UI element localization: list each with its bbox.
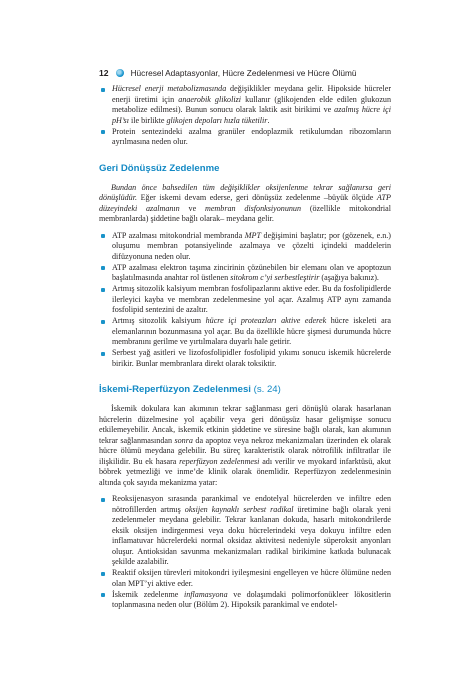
section-heading-reperfusion (99, 384, 391, 395)
section-title: İskemi-Reperfüzyon Zedelenmesi (99, 384, 251, 395)
running-header (99, 68, 391, 78)
list-item: Hücresel enerji metabolizmasında değişiklikler meydana gelir. Hipokside hücreler enerji üretimi için anaerobik glikolizi kullanır (glikojenden elde edilen glukozun metabolize edilmesi). Bunun sonucu olarak laktik asit birikimi ve azalmış hücre içi pH’sı ile birlikte glikojen depoları hızla tüketilir. (99, 84, 391, 126)
list-item: Reoksijenasyon sırasında parankimal ve endotelyal hücrelerden ve infiltre eden nötrofillerden artmış oksijen kaynaklı serbest radikal üretimine bağlı olarak yeni zedelenmeler meydana gelebilir. Tekrar kanlanan dokuda, hasarlı mitokondrilerde eksik oksijen indirgenmesi veya doku hücrelerindeki veya dokuyu infiltre eden inflamatuvar hücrelerdeki normal oksidaz aktivitesi nedeniyle süperoksit anyonları oluşur. Antioksidan savunma mekanizmaları radikal birikimine katkıda bulunacak şekilde azalabilir. (99, 494, 391, 568)
paragraph: Bundan önce bahsedilen tüm değişiklikler oksijenlenme tekrar sağlanırsa geri dönüşlüdür. Eğer iskemi devam ederse, geri dönüşsüz zedelenme –büyük ölçüde ATP düzeyindeki azalmanın ve membran disfonksiyonunun (özellikle mitokondrial membranlarda) şiddetine bağlı olarak– meydana gelir. (99, 182, 391, 223)
list-item: ATP azalması elektron taşıma zincirinin çözünebilen bir elemanı olan ve apoptozun başlatılmasında anahtar rol üstlenen sitokrom c’yi serbestleştirir (aşağıya bakınız). (99, 263, 391, 284)
bullet-list-3 (99, 494, 391, 611)
list-item: Artmış sitozolik kalsiyum membran fosfolipazlarını aktive eder. Bu da fosfolipidlerde ilerleyici kayba ve membran zedelenmesine yol açar. Azalmış ATP aynı zamanda fosfolipid sentezini de azaltır. (99, 284, 391, 316)
section-title: Geri Dönüşsüz Zedelenme (99, 162, 220, 174)
list-item: ATP azalması mitokondrial membranda MPT değişimini başlatır; por (gözenek, e.n.) oluşumu membran potansiyelinde azalmaya ve çözelti içindeki maddelerin difüzyonuna neden olur. (99, 231, 391, 263)
list-item: Reaktif oksijen türevleri mitokondri iyileşmesini engelleyen ve hücre ölümüne neden olan MPT’yi aktive eder. (99, 568, 391, 589)
list-item: Serbest yağ asitleri ve lizofosfolipidler fosfolipid yıkımı sonucu iskemik hücrelerde birikir. Bunlar membranlara direkt olarak toksiktir. (99, 348, 391, 369)
bullet-list-2 (99, 231, 391, 370)
paragraph: İskemik dokulara kan akımının tekrar sağlanması geri dönüşlü olarak hasarlanan hücrelerin düzelmesine yol açabilir veya geri dönüşsüz hasar gelişmişse sonucu etkilemeyebilir. Ancak, iskemik etkinin şiddetine ve süresine bağlı olarak, kan akımının tekrar sağlanmasından sonra da apoptoz veya nekroz mekanizmaları üzerinden ek olarak hücre ölümü meydana gelebilir. Bu süreç karakteristik olarak nötrofilik infiltratlar ile ilişkilidir. Bu ek hasara reperfüzyon zedelenmesi adı verilir ve myokard infarktüsü, akut böbrek yetmezliği ve inme’de klinik olarak önemlidir. Reperfüzyon zedelenmesinin altında çok sayıda mekanizma yatar: (99, 404, 391, 487)
section-page-reference: (s. 24) (250, 384, 281, 395)
list-item: Artmış sitozolik kalsiyum hücre içi proteazları aktive ederek hücre iskeleti ara elemanlarının bozunmasına yol açar. Bu da özellikle hücre şişmesi durumunda hücre membranını gerilme ve yırtılmalara duyarlı hale getirir. (99, 316, 391, 348)
section-heading-irreversible (99, 163, 391, 174)
running-title: Hücresel Adaptasyonlar, Hücre Zedelenmesi ve Hücre Ölümü (130, 68, 357, 78)
chapter-bullet-icon (116, 69, 124, 77)
list-item: İskemik zedelenme inflamasyona ve dolaşımdaki polimorfonükleer lökositlerin toplanmasına neden olur (Bölüm 2). Hipoksik parankimal ve endotel- (99, 590, 391, 611)
bullet-list-1 (99, 84, 391, 148)
list-item: Protein sentezindeki azalma granüler endoplazmik retikulumdan ribozomların ayrılmasına neden olur. (99, 127, 391, 148)
page-number: 12 (99, 68, 109, 78)
